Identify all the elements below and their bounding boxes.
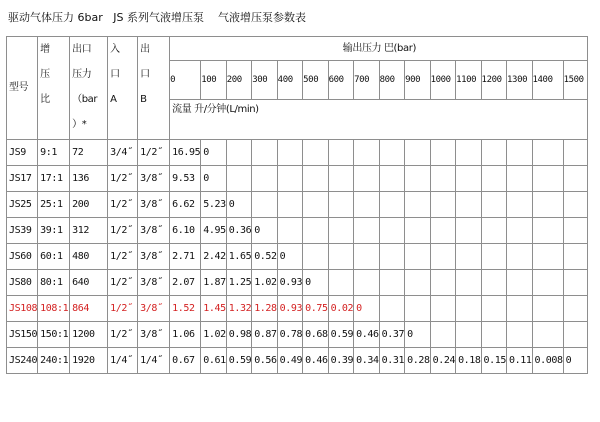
pressure-tick: 1400: [532, 61, 563, 100]
flow-cell: 1.32: [226, 296, 251, 322]
flow-cell: 0.02: [328, 296, 353, 322]
flow-cell: [563, 322, 587, 348]
flow-cell: [430, 244, 455, 270]
flow-cell: 5.23: [201, 192, 226, 218]
outlet-pressure-cell: 72: [70, 140, 108, 166]
outlet-pressure-cell: 864: [70, 296, 108, 322]
flow-cell: 1.06: [170, 322, 201, 348]
flow-cell: 0: [277, 244, 302, 270]
flow-cell: 0.37: [379, 322, 404, 348]
pressure-tick: 1100: [456, 61, 481, 100]
flow-cell: [532, 218, 563, 244]
inlet-cell: 3/4˝: [108, 140, 138, 166]
pressure-tick: 1000: [430, 61, 455, 100]
flow-cell: [563, 218, 587, 244]
pressure-tick: 200: [226, 61, 251, 100]
header-output-pressure: 输出压力 巴(bar): [170, 37, 588, 61]
header-ratio: [38, 37, 70, 140]
flow-cell: [456, 192, 481, 218]
header-inlet: [108, 37, 138, 140]
flow-cell: 0.98: [226, 322, 251, 348]
model-cell: JS240: [7, 348, 38, 374]
flow-cell: 0.28: [405, 348, 430, 374]
flow-cell: 0.68: [303, 322, 328, 348]
flow-cell: 0: [201, 140, 226, 166]
flow-cell: [226, 166, 251, 192]
flow-cell: [481, 244, 506, 270]
flow-cell: [328, 218, 353, 244]
flow-cell: 0.67: [170, 348, 201, 374]
table-row: [7, 218, 588, 244]
flow-cell: [430, 218, 455, 244]
table-row: [7, 140, 588, 166]
flow-cell: 0.59: [328, 322, 353, 348]
header-ratio-line: 比: [40, 94, 50, 105]
flow-cell: [328, 270, 353, 296]
flow-cell: [507, 140, 532, 166]
flow-cell: 0.46: [303, 348, 328, 374]
flow-cell: 1.02: [201, 322, 226, 348]
flow-cell: 0: [201, 166, 226, 192]
flow-cell: [303, 218, 328, 244]
table-title: 驱动气体压力 6bar JS 系列气液增压泵 气液增压泵参数表: [8, 11, 306, 24]
header-outlet-pressure-line: 压力: [72, 69, 92, 80]
flow-cell: [354, 166, 379, 192]
ratio-cell: 240:1: [38, 348, 70, 374]
flow-cell: [328, 244, 353, 270]
table-row: [7, 296, 588, 322]
flow-cell: 0.75: [303, 296, 328, 322]
outlet-cell: 3/8˝: [138, 192, 170, 218]
pressure-tick: 1200: [481, 61, 506, 100]
pressure-tick: 700: [354, 61, 379, 100]
header-outlet: [138, 37, 170, 140]
pressure-tick: 1300: [507, 61, 532, 100]
flow-cell: [563, 296, 587, 322]
table-row: [7, 192, 588, 218]
flow-cell: 0.36: [226, 218, 251, 244]
flow-cell: 1.02: [252, 270, 277, 296]
flow-cell: [405, 166, 430, 192]
flow-cell: [354, 270, 379, 296]
flow-cell: [379, 218, 404, 244]
flow-cell: [277, 218, 302, 244]
flow-cell: 4.95: [201, 218, 226, 244]
flow-cell: [507, 244, 532, 270]
flow-cell: [354, 218, 379, 244]
outlet-pressure-cell: 136: [70, 166, 108, 192]
flow-cell: [379, 296, 404, 322]
flow-cell: [430, 166, 455, 192]
flow-cell: [303, 244, 328, 270]
inlet-cell: 1/2˝: [108, 218, 138, 244]
flow-cell: [456, 270, 481, 296]
table-row: [7, 244, 588, 270]
header-outlet-pressure-line: 出口: [72, 44, 92, 55]
flow-cell: [507, 166, 532, 192]
inlet-cell: 1/4˝: [108, 348, 138, 374]
header-inlet-line: 入: [110, 44, 120, 55]
flow-cell: [456, 322, 481, 348]
pressure-tick: 0: [170, 61, 201, 100]
inlet-cell: 1/2˝: [108, 192, 138, 218]
header-outlet-pressure: [70, 37, 108, 140]
ratio-cell: 25:1: [38, 192, 70, 218]
flow-cell: 0.93: [277, 296, 302, 322]
outlet-cell: 3/8˝: [138, 270, 170, 296]
flow-cell: 0.87: [252, 322, 277, 348]
flow-cell: [277, 192, 302, 218]
flow-cell: [481, 218, 506, 244]
flow-cell: [532, 166, 563, 192]
flow-cell: [354, 192, 379, 218]
flow-cell: 1.25: [226, 270, 251, 296]
flow-cell: [481, 296, 506, 322]
flow-cell: [379, 140, 404, 166]
header-ratio-line: 压: [40, 69, 50, 80]
flow-cell: 6.10: [170, 218, 201, 244]
flow-cell: 0.11: [507, 348, 532, 374]
flow-cell: [507, 218, 532, 244]
table-row: [7, 322, 588, 348]
flow-cell: [563, 270, 587, 296]
flow-cell: [532, 140, 563, 166]
ratio-cell: 80:1: [38, 270, 70, 296]
flow-cell: [532, 296, 563, 322]
table-row: [7, 270, 588, 296]
flow-cell: [277, 140, 302, 166]
header-outlet-pressure-line: ）*: [72, 119, 87, 130]
ratio-cell: 108:1: [38, 296, 70, 322]
ratio-cell: 150:1: [38, 322, 70, 348]
flow-cell: [532, 192, 563, 218]
outlet-cell: 3/8˝: [138, 218, 170, 244]
flow-cell: [481, 270, 506, 296]
flow-cell: 1.28: [252, 296, 277, 322]
flow-cell: [405, 244, 430, 270]
model-cell: JS9: [7, 140, 38, 166]
pressure-tick: 500: [303, 61, 328, 100]
inlet-cell: 1/2˝: [108, 322, 138, 348]
flow-cell: [456, 218, 481, 244]
pressure-tick: 400: [277, 61, 302, 100]
flow-cell: [379, 270, 404, 296]
flow-cell: [563, 140, 587, 166]
flow-cell: [405, 270, 430, 296]
flow-cell: [430, 140, 455, 166]
inlet-cell: 1/2˝: [108, 296, 138, 322]
flow-cell: [226, 140, 251, 166]
header-ratio-line: 增: [40, 44, 50, 55]
flow-cell: 0.34: [354, 348, 379, 374]
flow-cell: 0: [303, 270, 328, 296]
flow-cell: 0: [563, 348, 587, 374]
flow-cell: 16.95: [170, 140, 201, 166]
outlet-pressure-cell: 312: [70, 218, 108, 244]
flow-cell: [532, 322, 563, 348]
flow-cell: [303, 192, 328, 218]
flow-cell: [328, 140, 353, 166]
table-row: [7, 348, 588, 374]
header-flow: 流量 升/分钟(L/min): [170, 100, 588, 140]
model-cell: JS39: [7, 218, 38, 244]
inlet-cell: 1/2˝: [108, 270, 138, 296]
flow-cell: [532, 270, 563, 296]
flow-cell: [252, 166, 277, 192]
outlet-cell: 3/8˝: [138, 296, 170, 322]
outlet-cell: 1/2˝: [138, 140, 170, 166]
flow-cell: 6.62: [170, 192, 201, 218]
flow-cell: [379, 192, 404, 218]
flow-cell: [405, 192, 430, 218]
flow-cell: 0.61: [201, 348, 226, 374]
ratio-cell: 9:1: [38, 140, 70, 166]
flow-cell: [507, 270, 532, 296]
header-inlet-line: A: [110, 94, 117, 105]
flow-cell: 0: [354, 296, 379, 322]
flow-cell: 2.71: [170, 244, 201, 270]
flow-cell: [430, 296, 455, 322]
pressure-tick: 800: [379, 61, 404, 100]
flow-cell: [532, 244, 563, 270]
flow-cell: 0: [405, 322, 430, 348]
flow-cell: 0.52: [252, 244, 277, 270]
pressure-tick: 1500: [563, 61, 587, 100]
flow-cell: [405, 218, 430, 244]
model-cell: JS17: [7, 166, 38, 192]
ratio-cell: 39:1: [38, 218, 70, 244]
header-model: 型号: [7, 37, 38, 140]
table-row: [7, 166, 588, 192]
model-cell: JS108: [7, 296, 38, 322]
outlet-pressure-cell: 640: [70, 270, 108, 296]
flow-cell: 0.46: [354, 322, 379, 348]
flow-cell: [252, 140, 277, 166]
flow-cell: [507, 322, 532, 348]
flow-cell: [303, 166, 328, 192]
model-cell: JS25: [7, 192, 38, 218]
outlet-cell: 3/8˝: [138, 244, 170, 270]
flow-cell: 0.18: [456, 348, 481, 374]
flow-cell: [456, 244, 481, 270]
flow-cell: [456, 140, 481, 166]
flow-cell: [430, 270, 455, 296]
flow-cell: [277, 166, 302, 192]
flow-cell: [563, 192, 587, 218]
flow-cell: [456, 296, 481, 322]
flow-cell: 0.24: [430, 348, 455, 374]
pressure-tick: 900: [405, 61, 430, 100]
flow-cell: [481, 166, 506, 192]
outlet-pressure-cell: 1920: [70, 348, 108, 374]
flow-cell: 0: [252, 218, 277, 244]
flow-cell: 0: [226, 192, 251, 218]
flow-cell: [354, 140, 379, 166]
inlet-cell: 1/2˝: [108, 244, 138, 270]
parameter-table: [6, 36, 588, 374]
flow-cell: 0.59: [226, 348, 251, 374]
flow-cell: [456, 166, 481, 192]
ratio-cell: 17:1: [38, 166, 70, 192]
model-cell: JS150: [7, 322, 38, 348]
model-cell: JS80: [7, 270, 38, 296]
outlet-pressure-cell: 1200: [70, 322, 108, 348]
flow-cell: [481, 322, 506, 348]
flow-cell: [252, 192, 277, 218]
flow-cell: 2.07: [170, 270, 201, 296]
model-cell: JS60: [7, 244, 38, 270]
flow-cell: 0.39: [328, 348, 353, 374]
flow-cell: [405, 140, 430, 166]
flow-cell: 1.52: [170, 296, 201, 322]
flow-cell: [354, 244, 379, 270]
flow-cell: [379, 244, 404, 270]
flow-cell: 2.42: [201, 244, 226, 270]
flow-cell: 0.15: [481, 348, 506, 374]
outlet-cell: 3/8˝: [138, 322, 170, 348]
inlet-cell: 1/2˝: [108, 166, 138, 192]
outlet-cell: 3/8˝: [138, 166, 170, 192]
flow-cell: [507, 296, 532, 322]
flow-cell: 1.87: [201, 270, 226, 296]
flow-cell: 0.31: [379, 348, 404, 374]
flow-cell: 0.49: [277, 348, 302, 374]
flow-cell: [507, 192, 532, 218]
flow-cell: 9.53: [170, 166, 201, 192]
flow-cell: [430, 192, 455, 218]
ratio-cell: 60:1: [38, 244, 70, 270]
flow-cell: [563, 166, 587, 192]
flow-cell: [430, 322, 455, 348]
outlet-pressure-cell: 200: [70, 192, 108, 218]
flow-cell: [303, 140, 328, 166]
flow-cell: [328, 192, 353, 218]
flow-cell: 0.56: [252, 348, 277, 374]
outlet-cell: 1/4˝: [138, 348, 170, 374]
header-outlet-pressure-line: （bar: [72, 94, 98, 105]
flow-cell: 1.65: [226, 244, 251, 270]
pressure-tick: 100: [201, 61, 226, 100]
flow-cell: [328, 166, 353, 192]
flow-cell: 0.93: [277, 270, 302, 296]
flow-cell: [563, 244, 587, 270]
pressure-tick: 600: [328, 61, 353, 100]
flow-cell: 0.78: [277, 322, 302, 348]
flow-cell: [379, 166, 404, 192]
header-inlet-line: 口: [110, 69, 120, 80]
header-outlet-line: B: [140, 94, 147, 105]
outlet-pressure-cell: 480: [70, 244, 108, 270]
flow-cell: [405, 296, 430, 322]
flow-cell: 1.45: [201, 296, 226, 322]
header-outlet-line: 口: [140, 69, 150, 80]
flow-cell: 0.008: [532, 348, 563, 374]
pressure-tick: 300: [252, 61, 277, 100]
flow-cell: [481, 192, 506, 218]
header-outlet-line: 出: [140, 44, 150, 55]
flow-cell: [481, 140, 506, 166]
